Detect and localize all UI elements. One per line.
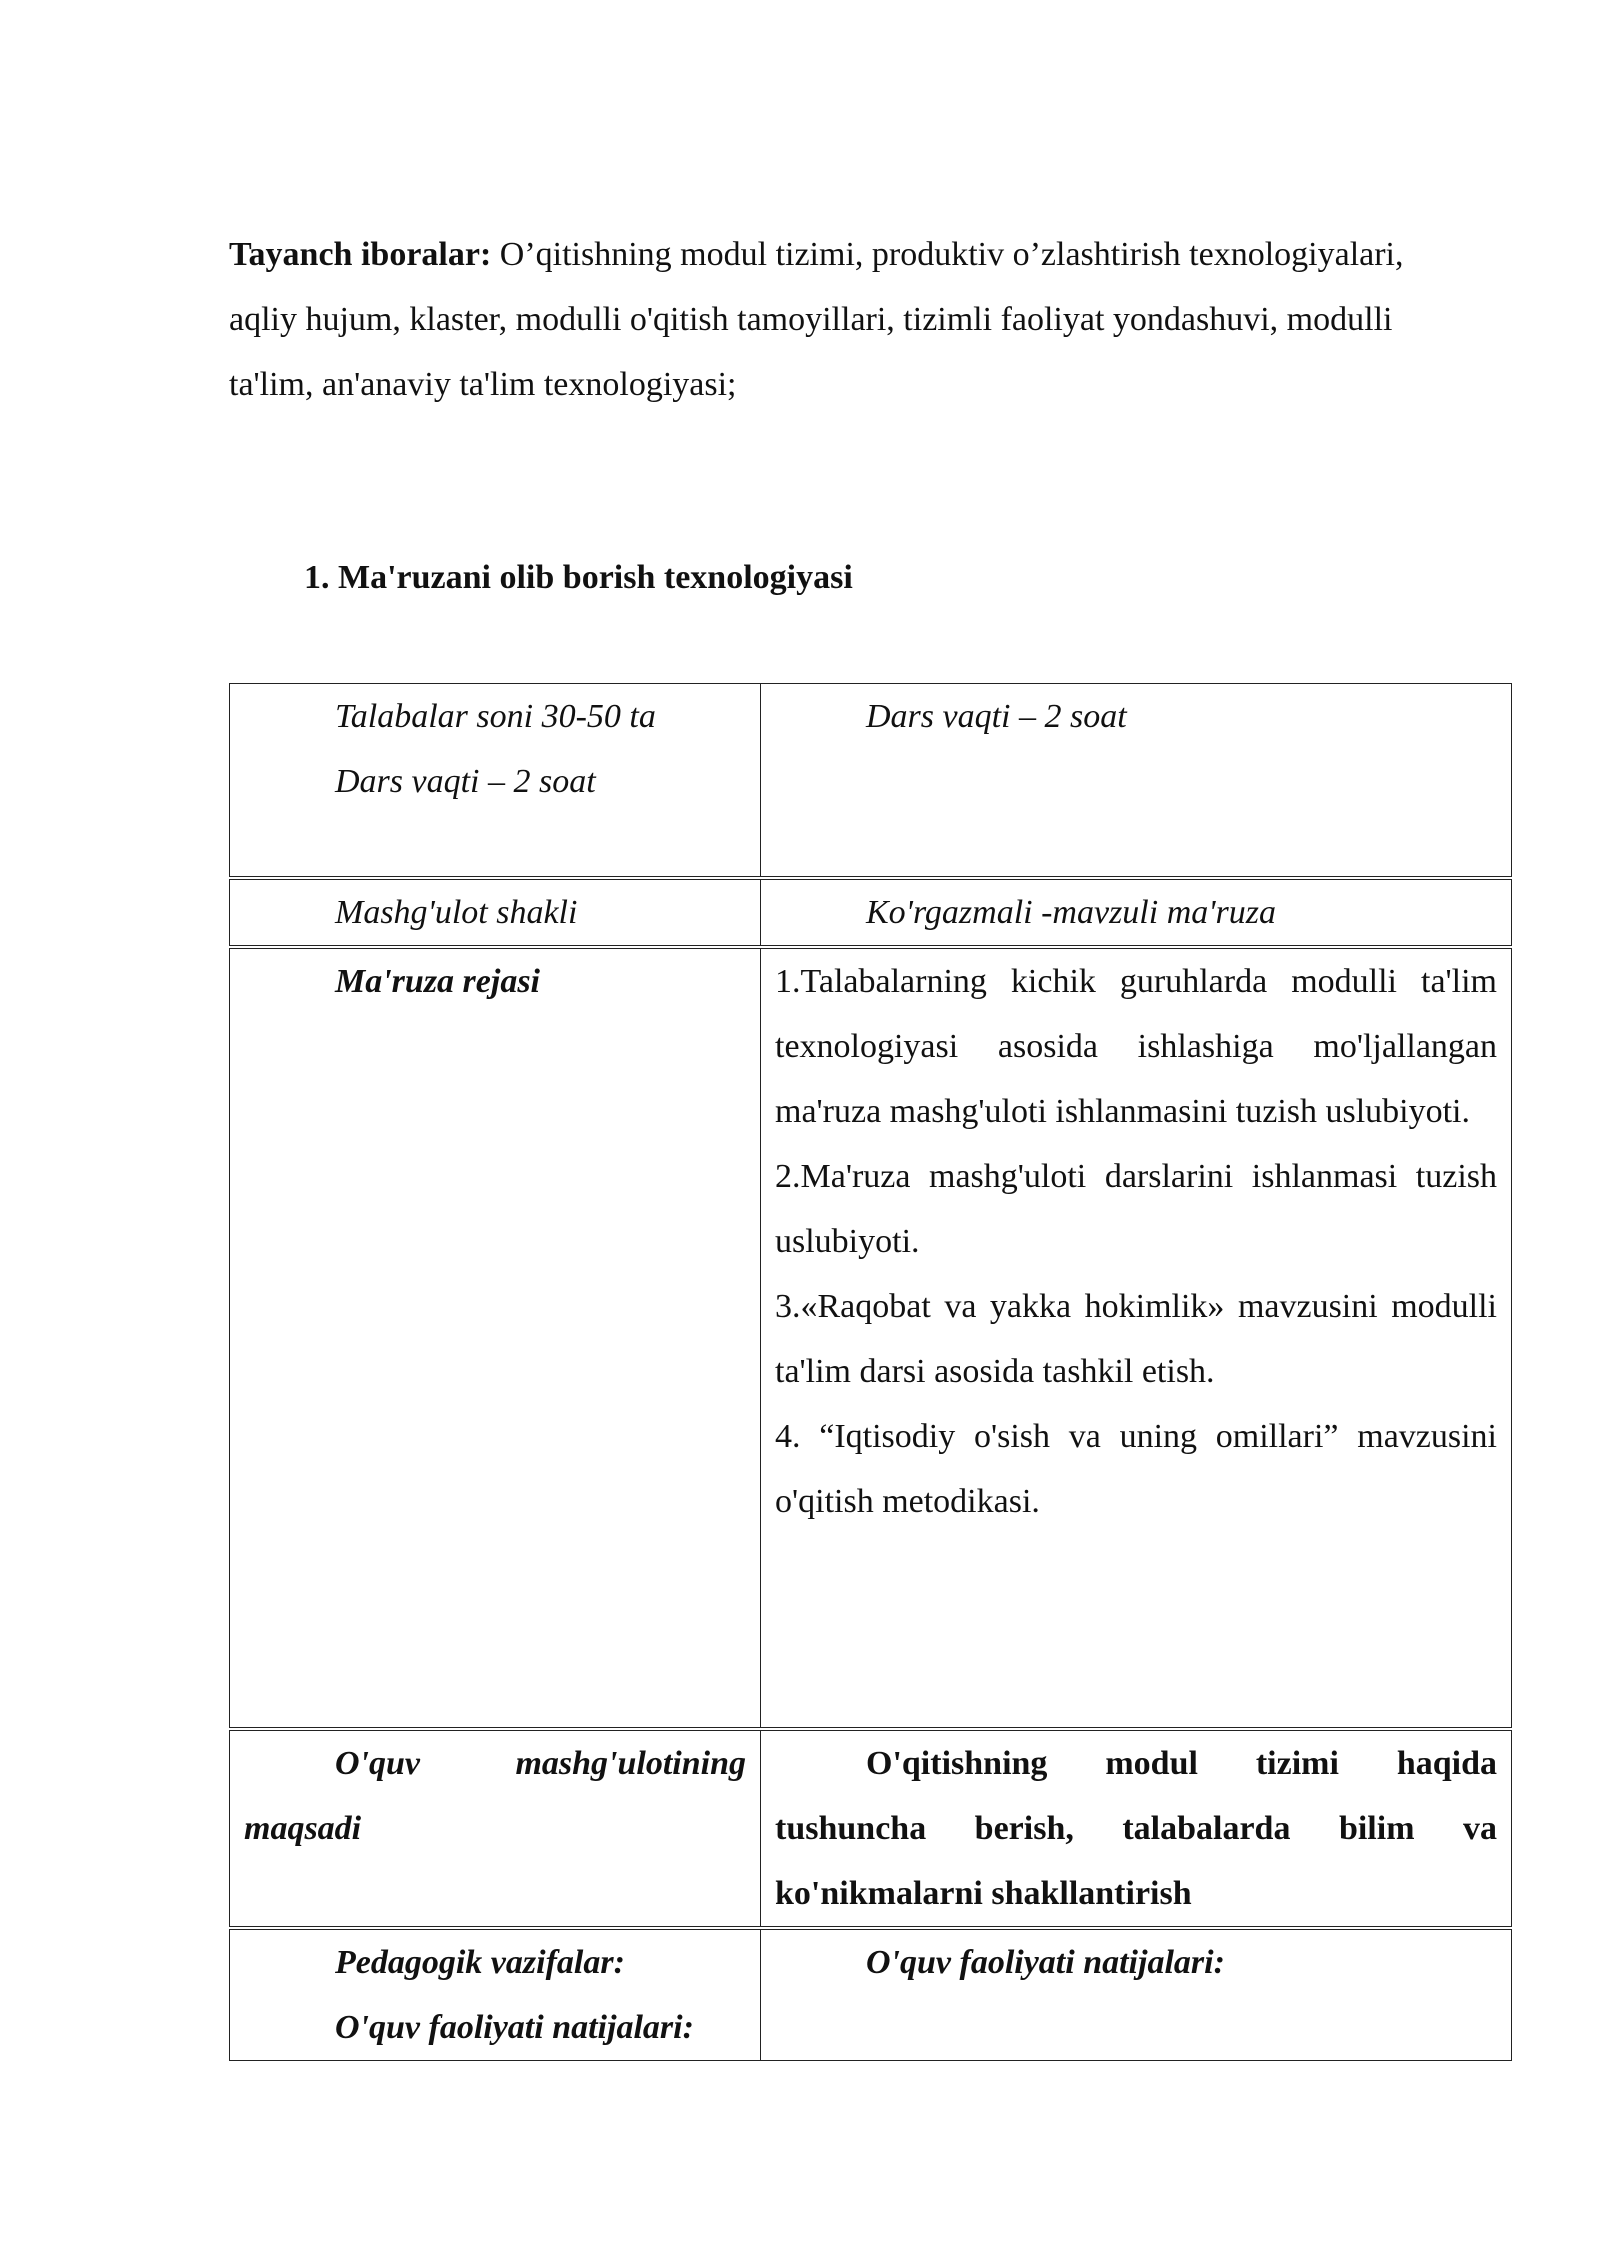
table-row [230,1729,1512,1928]
section-heading: 1. Ma'ruzani olib borish texnologiyasi [304,559,853,596]
learning-outcomes-label: O'quv faoliyati natijalari: [335,2009,694,2046]
lesson-goal-label: O'quv mashg'ulotining maqsadi [244,1745,746,1847]
lesson-time-cell [761,684,1512,879]
lesson-form-label: Mashg'ulot shakli [335,894,578,931]
lecture-plan-items-cell [761,947,1512,1729]
keywords-paragraph [229,222,1459,417]
plan-item-1: 1.Talabalarning kichik guruhlarda modulli ta'lim texnologiyasi asosida ishlashiga mo'ljallangan ma'ruza mashg'uloti ishlanmasini tuzish uslubiyoti. [775,963,1497,1130]
learning-outcomes-cell [761,1928,1512,2061]
lecture-plan-label: Ma'ruza rejasi [335,963,540,1000]
keywords-text: O’qitishning modul tizimi, produktiv o’zlashtirish texnologiyalari, aqliy hujum, klaster, modulli o'qitish tamoyillari, tizimli faoliyat yondashuvi, modulli ta'lim, an'anaviy ta'lim texnologiyasi; [229,236,1404,403]
lesson-form-label-cell [230,878,761,947]
lesson-goal-value: O'qitishning modul tizimi haqida tushuncha berish, talabalarda bilim va ko'nikmalarni shakllantirish [775,1745,1497,1912]
pedagogical-tasks-cell [230,1928,761,2061]
lesson-form-value-cell [761,878,1512,947]
plan-item-2: 2.Ma'ruza mashg'uloti darslarini ishlanmasi tuzish uslubiyoti. [775,1158,1497,1260]
lecture-plan-label-cell [230,947,761,1729]
lesson-time-text: Dars vaqti – 2 soat [335,763,596,800]
lecture-plan-table [229,683,1512,2061]
keywords-label: Tayanch iboralar: [229,236,492,273]
pedagogical-tasks-label: Pedagogik vazifalar: [335,1944,625,1981]
lesson-goal-label-cell [230,1729,761,1928]
learning-outcomes-value: O'quv faoliyati natijalari: [866,1944,1225,1981]
students-count-text: Talabalar soni 30-50 ta [335,698,656,735]
table-row [230,947,1512,1729]
lesson-goal-value-cell [761,1729,1512,1928]
plan-item-4: 4. “Iqtisodiy o'sish va uning omillari” mavzusini o'qitish metodikasi. [775,1418,1497,1520]
table-row [230,878,1512,947]
table-row [230,1928,1512,2061]
plan-item-3: 3.«Raqobat va yakka hokimlik» mavzusini modulli ta'lim darsi asosida tashkil etish. [775,1288,1497,1390]
table-row [230,684,1512,879]
lesson-form-value: Ko'rgazmali -mavzuli ma'ruza [866,894,1276,931]
lesson-time-value: Dars vaqti – 2 soat [866,698,1127,735]
students-count-cell [230,684,761,879]
